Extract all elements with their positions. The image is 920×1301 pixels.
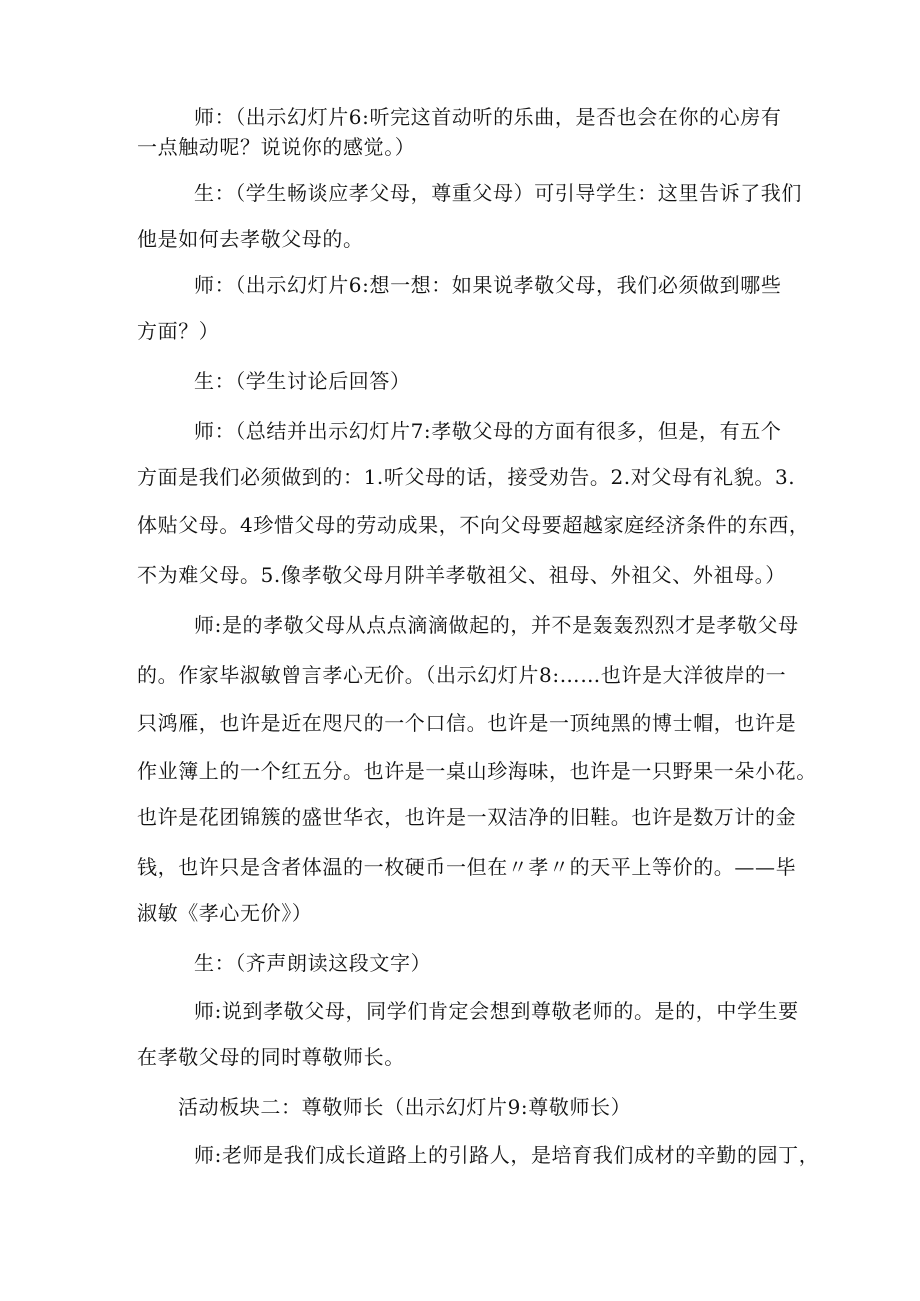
- text-line: 一点触动呢？说说你的感觉。）: [137, 135, 416, 159]
- text-line: 作业簿上的一个红五分。也许是一桌山珍海味，也许是一只野果一朵小花。: [137, 759, 817, 783]
- text-line: 体贴父母。4珍惜父母的劳动成果，不向父母要超越家庭经济条件的东西，: [137, 513, 810, 537]
- section-heading: 活动板块二：尊敬师长（出示幻灯片9:尊敬师长）: [178, 1095, 632, 1119]
- text-line: 方面？）: [137, 319, 220, 343]
- text-line: 师：（出示幻灯片6:听完这首动听的乐曲，是否也会在你的心房有: [194, 105, 782, 129]
- text-line: 生：（齐声朗读这段文字）: [194, 951, 432, 975]
- text-line: 生：（学生讨论后回答）: [194, 369, 411, 393]
- text-line: 师:老师是我们成长道路上的引路人，是培育我们成材的辛勤的园丁，: [194, 1143, 820, 1167]
- text-line: 的。作家毕淑敏曾言孝心无价。（出示幻灯片8:……也许是大洋彼岸的一: [137, 663, 787, 687]
- text-line: 钱，也许只是含者体温的一枚硬币一但在〃孝〃的天平上等价的。——毕: [137, 855, 797, 879]
- text-line: 师：（总结并出示幻灯片7:孝敬父母的方面有很多，但是，有五个: [194, 419, 782, 443]
- text-line: 也许是花团锦簇的盛世华衣，也许是一双洁净的旧鞋。也许是数万计的金: [137, 805, 797, 829]
- text-line: 淑敏《孝心无价》）: [137, 901, 313, 925]
- text-line: 师:是的孝敬父母从点点滴滴做起的，并不是轰轰烈烈才是孝敬父母: [194, 613, 799, 637]
- text-line: 师：（出示幻灯片6:想一想：如果说孝敬父母，我们必须做到哪些: [194, 273, 782, 297]
- text-line: 他是如何去孝敬父母的。: [137, 227, 364, 251]
- text-line: 只鸿雁，也许是近在咫尺的一个口信。也许是一顶纯黑的博士帽，也许是: [137, 711, 797, 735]
- text-line: 在孝敬父母的同时尊敬师长。: [137, 1045, 405, 1069]
- text-line: 方面是我们必须做到的：1.听父母的话，接受劝告。2.对父母有礼貌。3.: [137, 465, 796, 489]
- text-line: 生：（学生畅谈应孝父母，尊重父母）可引导学生：这里告诉了我们: [194, 181, 802, 205]
- text-line: 师:说到孝敬父母，同学们肯定会想到尊敬老师的。是的，中学生要: [194, 999, 799, 1023]
- text-line: 不为难父母。5.像孝敬父母月阱羊孝敬祖父、祖母、外祖父、外祖母。）: [137, 563, 786, 587]
